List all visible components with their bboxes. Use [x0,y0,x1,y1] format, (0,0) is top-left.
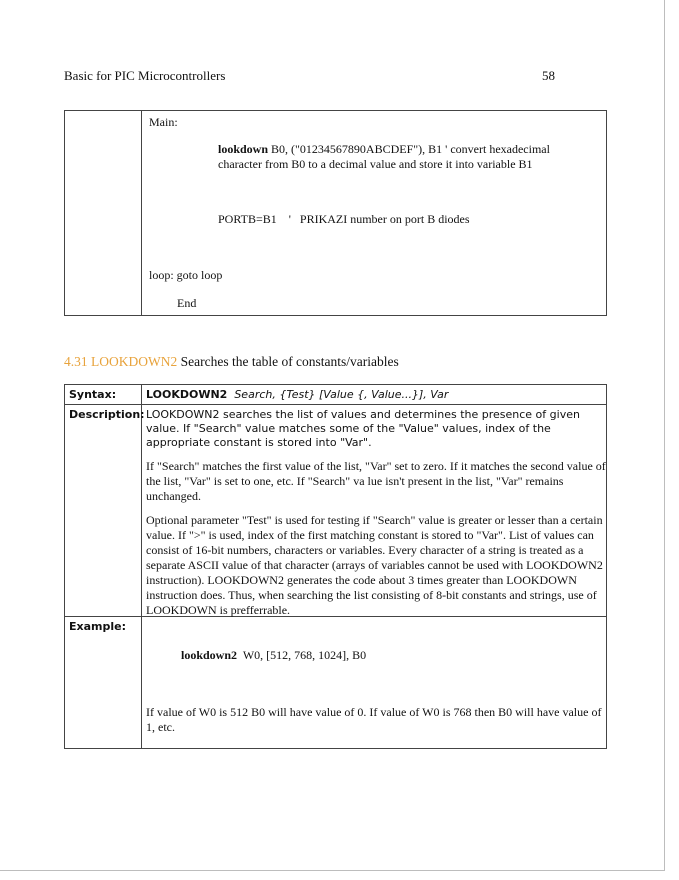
syntax-arguments: Search, {Test} [Value {, Value...}], Var [234,388,449,401]
description-paragraph-2: If "Search" matches the first value of the list, "Var" set to zero. If it matches the second value of the list, "Var" is set to one, etc. If "Search" va lue isn't present in the list, "Var" remains unchanged. [146,459,606,503]
syntax-keyword: LOOKDOWN2 [146,388,228,401]
code-loop-line: loop: goto loop [149,268,223,282]
code-portb-line: PORTB=B1 ' PRIKAZI number on port B diodes [218,212,470,226]
section-number: 4.31 LOOKDOWN2 [64,354,178,369]
spec-table-column-divider [141,385,142,748]
page-number: 58 [542,68,555,83]
code-lookdown-keyword: lookdown [218,142,269,156]
spec-table-row-divider [65,404,606,405]
example-explanation: If value of W0 is 512 B0 will have value of 0. If value of W0 is 768 then B0 will have value of 1, etc. [146,705,602,734]
description-paragraph-1: LOOKDOWN2 searches the list of values and determines the presence of given value. If "Search" value matches some of the "Value" values, index of the appropriate constant is stored into "Var". [146,408,580,449]
syntax-label: Syntax: [69,388,117,401]
example-label: Example: [69,620,126,633]
code-lookdown-line [218,142,550,157]
code-main-label: Main: [149,115,178,129]
example-args: W0, [512, 768, 1024], B0 [237,648,367,662]
section-title: Searches the table of constants/variables [180,354,399,369]
page-edge-bottom [0,870,665,871]
description-label: Description: [69,408,145,421]
example-keyword: lookdown2 [181,648,238,662]
page-edge-right [664,0,665,870]
code-lookdown-args: B0, ("01234567890ABCDEF"), B1 ' convert hexadecimal [268,142,550,156]
code-end-line: End [177,296,197,310]
syntax-text [146,388,448,401]
code-lookdown-continuation: character from B0 to a decimal value and store it into variable B1 [218,157,533,171]
lookdown2-spec-table [64,384,607,749]
running-header-title: Basic for PIC Microcontrollers [64,68,226,83]
section-heading [64,354,399,370]
example-code-line [181,648,366,663]
code-table-divider [141,111,142,315]
description-paragraph-3: Optional parameter "Test" is used for testing if "Search" value is greater or lesser than a certain value. If ">" is used, index of the first matching constant is stored to "Var". List of values can consist of 16-bit numbers, characters or variables. Every character of a string is treated as a separate ASCII value of that character (arrays of variables cannot be used with LOOKDOWN2 instruction). LOOKDOWN2 generates the code about 3 times greater than LOOKDOWN instruction does. Thus, when searching the list consisting of 8-bit constants and strings, use of LOOKDOWN is prefferrable. [146,513,603,617]
code-example-table [64,110,607,316]
